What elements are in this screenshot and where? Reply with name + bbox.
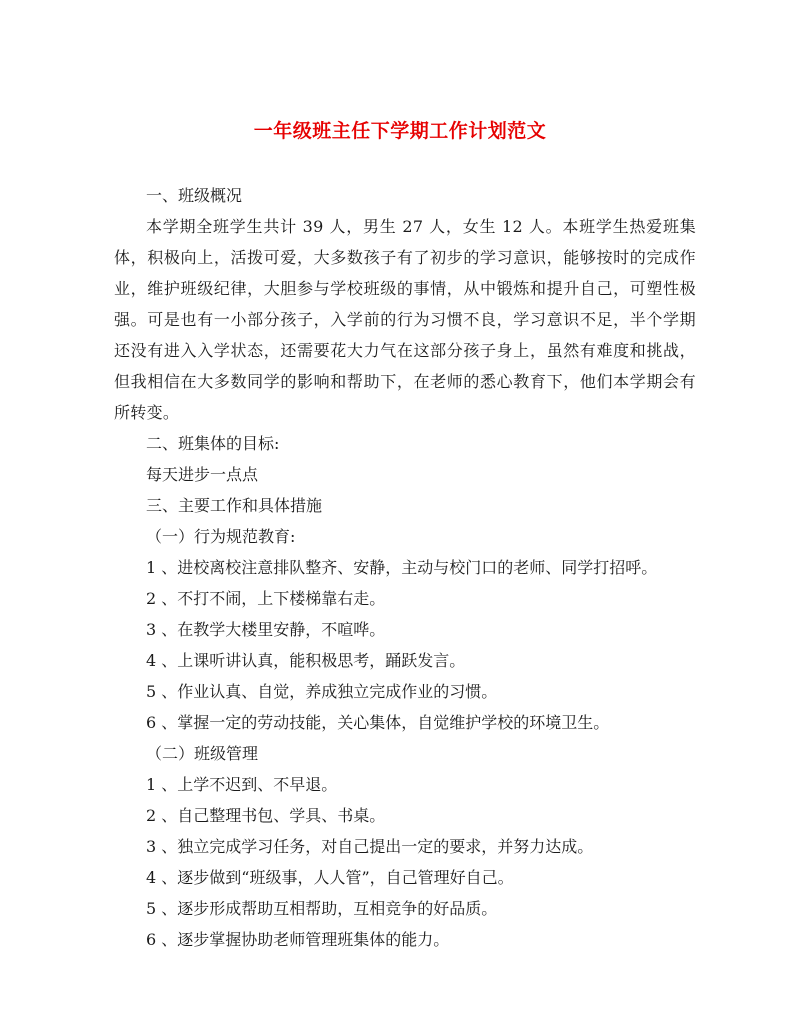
list-item: 1 、进校离校注意排队整齐、安静，主动与校门口的老师、同学打招呼。	[146, 558, 658, 577]
section-heading-class-overview: 一、班级概况	[146, 186, 243, 205]
document-body	[114, 180, 696, 955]
section-heading-main-work: 三、主要工作和具体措施	[146, 496, 323, 515]
subheading-class-management: （二）班级管理	[146, 744, 259, 763]
list-item: 3 、在教学大楼里安静，不喧哗。	[146, 620, 386, 639]
list-item: 4 、上课听讲认真，能积极思考，踊跃发言。	[146, 651, 466, 670]
class-overview-paragraph: 本学期全班学生共计 39 人，男生 27 人，女生 12 人。本班学生热爱班集体，积极向上，活拨可爱，大多数孩子有了初步的学习意识，能够按时的完成作业，维护班级纪律，大胆参与学校班级的事情，从中锻炼和提升自己，可塑性极强。可是也有一小部分孩子，入学前的行为习惯不良，学习意识不足，半个学期还没有进入入学状态，还需要花大力气在这部分孩子身上，虽然有难度和挑战，但我相信在大多数同学的影响和帮助下，在老师的悉心教育下，他们本学期会有所转变。	[114, 217, 696, 422]
section-heading-class-goal: 二、班集体的目标:	[146, 434, 280, 453]
list-item: 4 、逐步做到“班级事，人人管”，自己管理好自己。	[146, 868, 514, 887]
list-item: 2 、自己整理书包、学具、书桌。	[146, 806, 386, 825]
list-item: 6 、掌握一定的劳动技能，关心集体，自觉维护学校的环境卫生。	[146, 713, 610, 732]
list-item: 2 、不打不闹，上下楼梯靠右走。	[146, 589, 386, 608]
list-item: 5 、逐步形成帮助互相帮助，互相竞争的好品质。	[146, 899, 498, 918]
class-goal-text: 每天进步一点点	[146, 465, 259, 484]
subheading-behavior-education: （一）行为规范教育:	[146, 527, 296, 546]
list-item: 1 、上学不迟到、不早退。	[146, 775, 338, 794]
list-item: 3 、独立完成学习任务，对自己提出一定的要求，并努力达成。	[146, 837, 594, 856]
list-item: 6 、逐步掌握协助老师管理班集体的能力。	[146, 930, 450, 949]
list-item: 5 、作业认真、自觉，养成独立完成作业的习惯。	[146, 682, 498, 701]
document-title: 一年级班主任下学期工作计划范文	[253, 120, 547, 142]
